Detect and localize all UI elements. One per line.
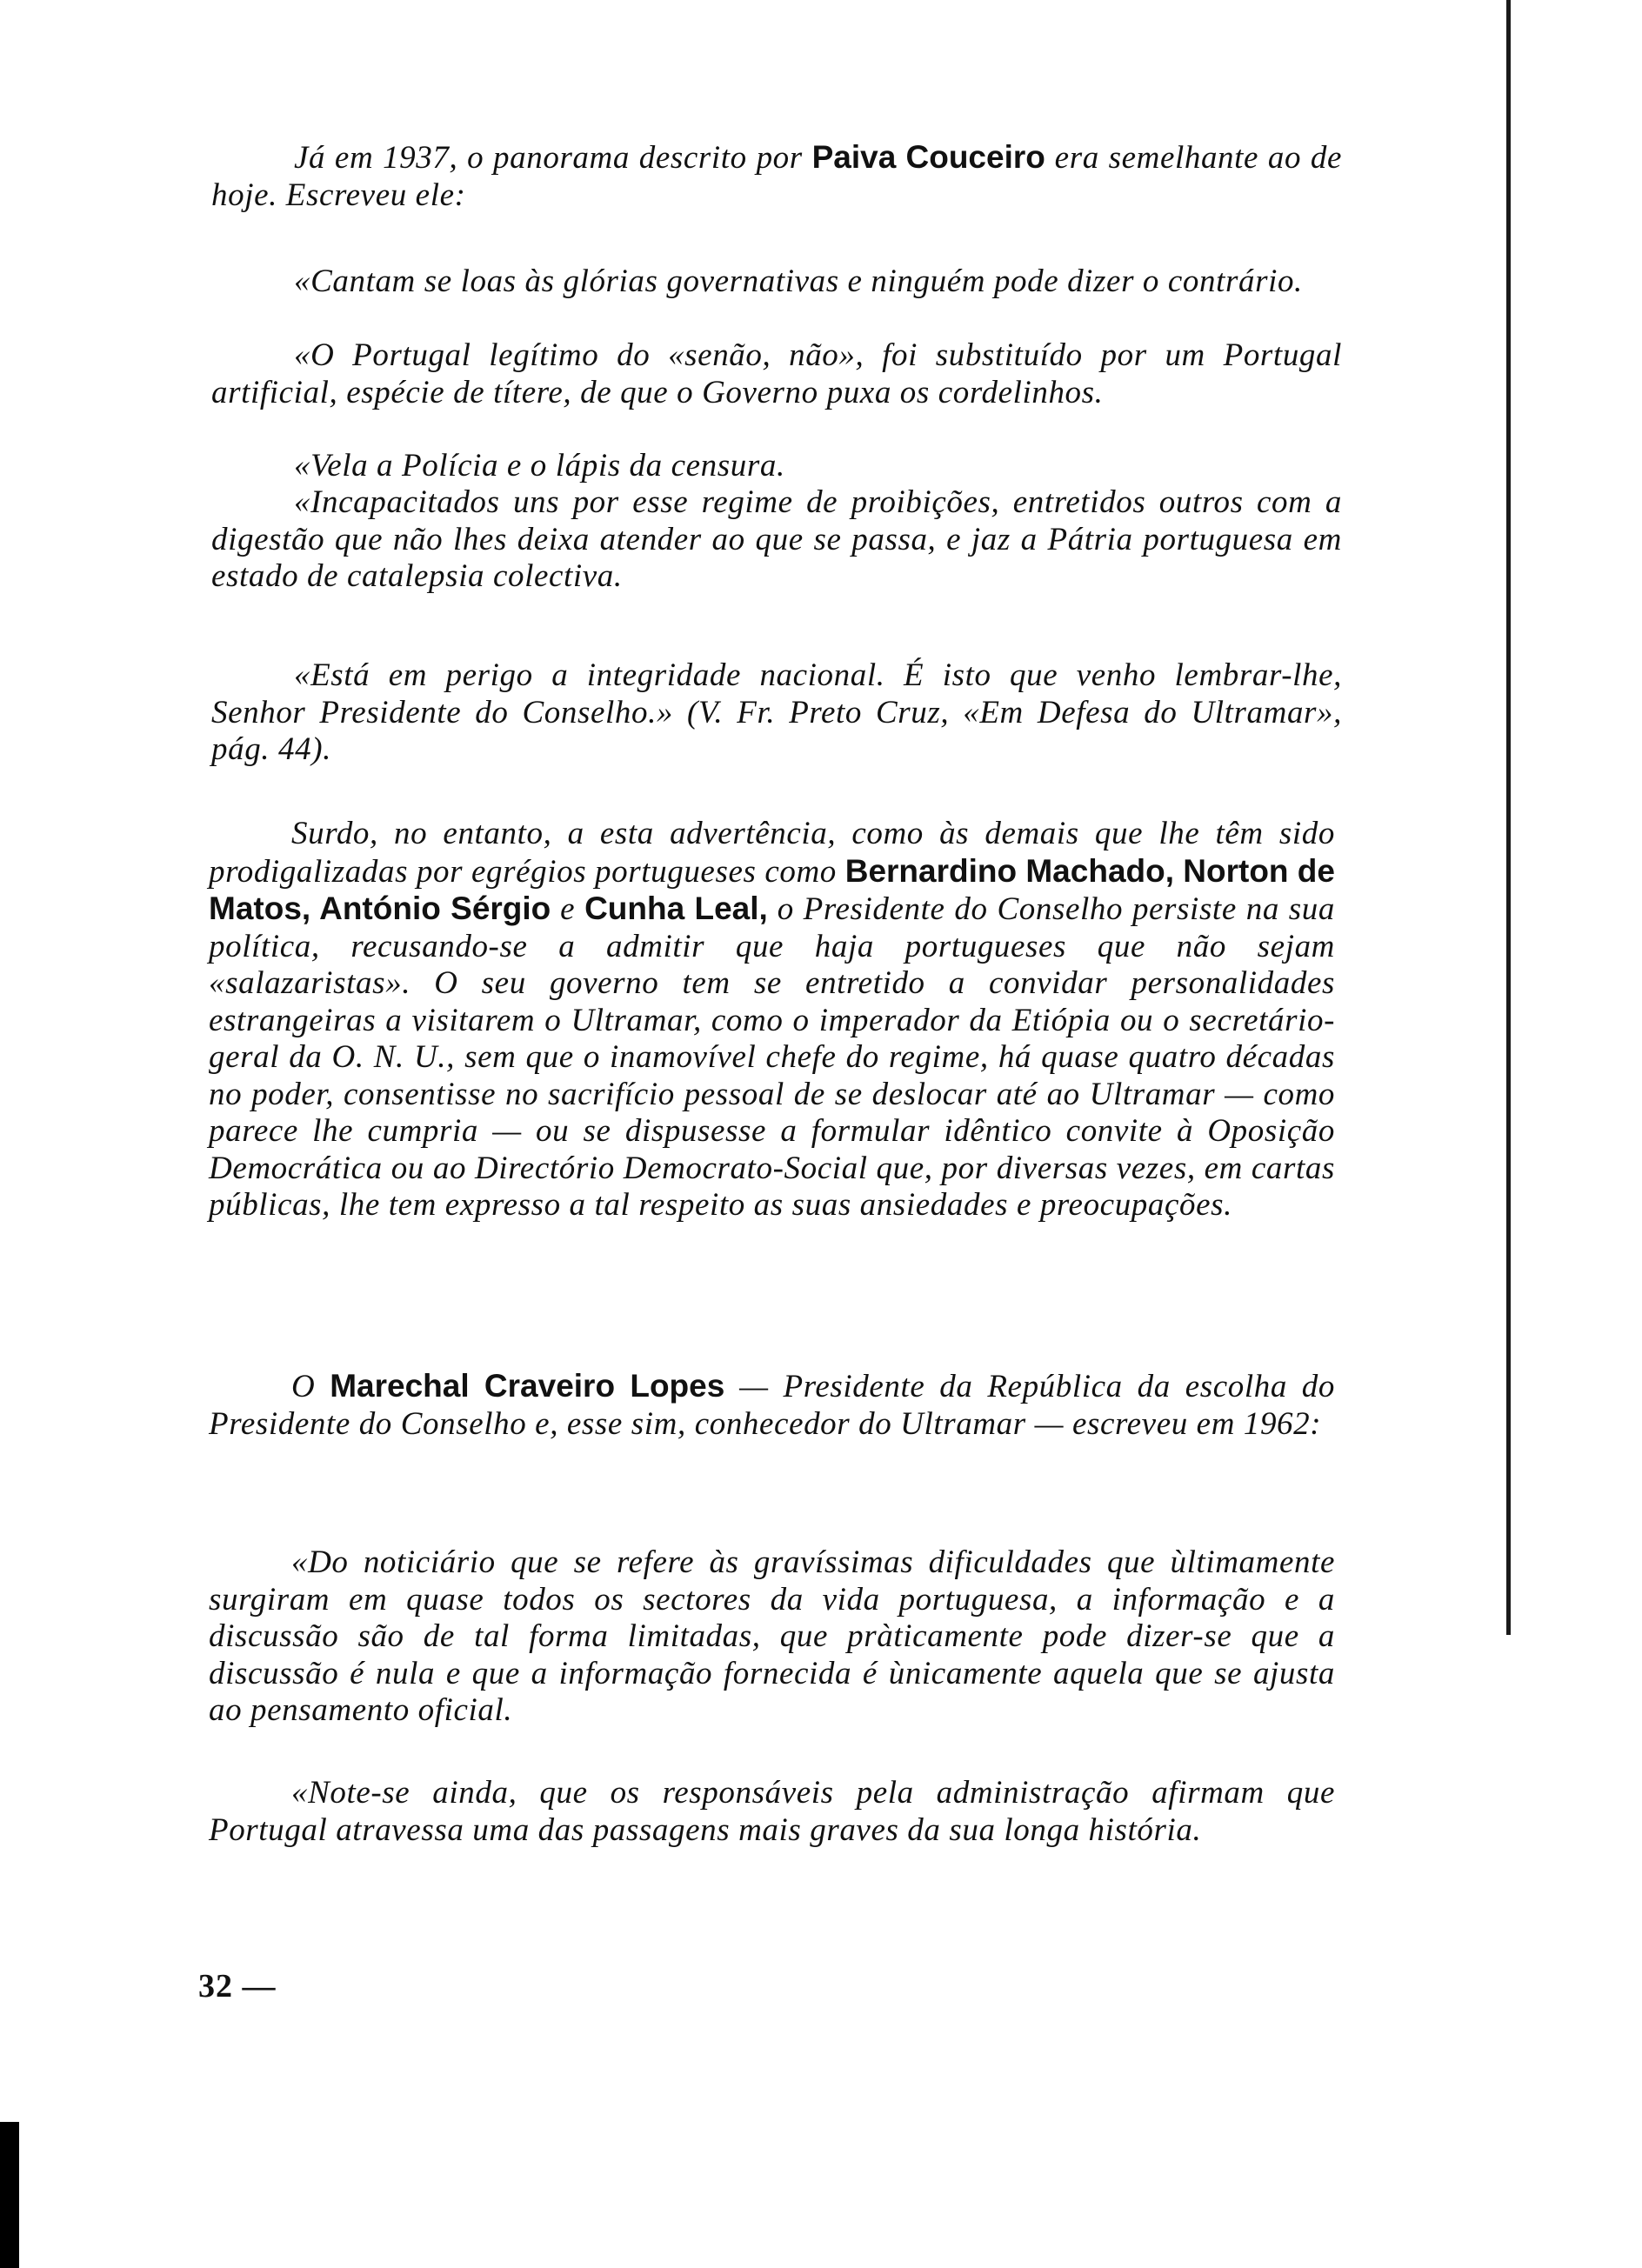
- paragraph-text: — Presidente da República da escolha do Presidente do Conselho e, esse sim, conhecedor do Ultramar — escreveu em 1962:: [209, 1369, 1336, 1442]
- quote-paragraph: «Cantam se loas às glórias governativas e ninguém pode dizer o contrário.: [294, 263, 1303, 299]
- quote-paragraph: «Vela a Polícia e o lápis da censura.: [294, 448, 785, 484]
- person-name: Paiva Couceiro: [811, 139, 1045, 175]
- quote-paragraph: «Note-se ainda, que os responsáveis pela administração afirmam que Portugal atravessa uma das passagens mais graves da sua longa história.: [209, 1775, 1335, 1848]
- scan-corner-mark: [0, 2122, 19, 2268]
- quote-paragraph: «O Portugal legítimo do «senão, não», foi substituído por um Portugal artificial, espécie de títere, de que o Governo puxa os cordelinhos.: [211, 337, 1342, 410]
- quote-paragraph: «Está em perigo a integridade nacional. É isto que venho lembrar-lhe, Senhor Presidente do Conselho.» (V. Fr. Preto Cruz, «Em Defesa do Ultramar», pág. 44).: [211, 657, 1342, 767]
- person-name: Marechal Craveiro Lopes: [330, 1368, 725, 1404]
- paragraph-text: e: [551, 891, 585, 927]
- paragraph-text: o Presidente do Conselho persiste na sua política, recusando-se a admitir que haja portugueses que não sejam «salazaristas». O seu governo tem se entretido a convidar personalidades estrangeiras a visitarem o Ultramar, como o imperador da Etiópia ou o secretário-geral da O. N. U., sem que o inamovível chefe do regime, há quase quatro décadas no poder, consentisse no sacrifício pessoal de se deslocar até ao Ultramar — como parece lhe cumpria — ou se dispusesse a formular idêntico convite à Oposição Democrática ou ao Directório Democrato-Social que, por diversas vezes, em cartas públicas, lhe tem expresso a tal respeito as suas ansiedades e preocupações.: [209, 891, 1335, 1223]
- paragraph-text: Surdo, no entanto, a esta advertência, como às demais que lhe têm sido prodigalizadas por egrégios portugueses como: [209, 816, 1335, 890]
- quote-paragraph: «Incapacitados uns por esse regime de proibições, entretidos outros com a digestão que não lhes deixa atender ao que se passa, e jaz a Pátria portuguesa em estado de catalepsia colectiva.: [211, 484, 1342, 594]
- paragraph-text: Já em 1937, o panorama descrito por: [294, 140, 812, 176]
- person-names: Bernardino Machado, Norton de Matos, António Sérgio: [209, 852, 1335, 926]
- page-number: 32 —: [198, 1968, 277, 2005]
- quote-paragraph: «Do noticiário que se refere às gravíssimas dificuldades que ùltimamente surgiram em quase todos os sectores da vida portuguesa, a informação e a discussão são de tal forma limitadas, que pràticamente pode dizer-se que a discussão é nula e que a informação fornecida é ùnicamente aquela que se ajusta ao pensamento oficial.: [209, 1544, 1335, 1728]
- paragraph-body: [209, 1368, 1335, 1443]
- paragraph-body: [209, 816, 1335, 1224]
- person-name: Cunha Leal,: [584, 891, 768, 926]
- paragraph-intro: [211, 139, 1342, 214]
- paragraph-text: O: [291, 1369, 330, 1404]
- paragraph-text: era semelhante ao de hoje. Escreveu ele:: [211, 140, 1342, 213]
- page-edge-line: [1506, 0, 1511, 1635]
